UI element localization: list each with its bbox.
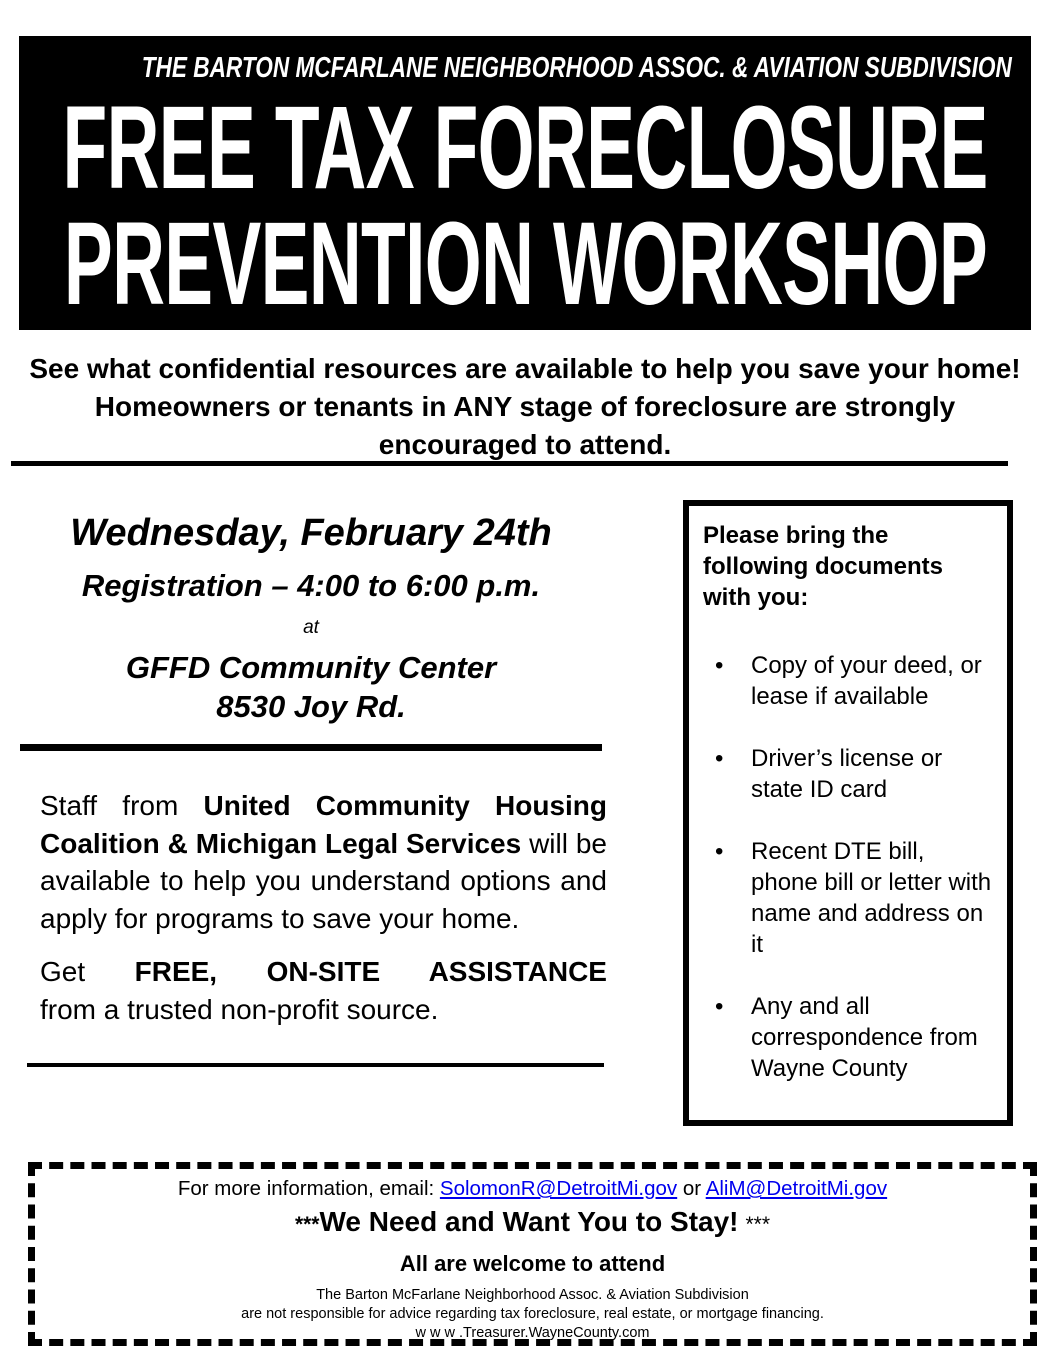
document-item bbox=[703, 991, 997, 1084]
document-item-text: Copy of your deed, or lease if available bbox=[751, 652, 982, 710]
intro-line-1: See what confidential resources are available to help you save your home! bbox=[29, 353, 1021, 384]
flyer-title-row-2 bbox=[19, 198, 1031, 330]
documents-list bbox=[703, 650, 997, 1084]
event-at-label: at bbox=[303, 617, 319, 638]
documents-box bbox=[683, 500, 1013, 1126]
document-item bbox=[703, 650, 997, 712]
disclaimer-line-1: The Barton McFarlane Neighborhood Assoc. & Aviation Subdivision bbox=[316, 1287, 749, 1303]
flyer-title-row-1 bbox=[19, 82, 1031, 214]
bullet-icon: • bbox=[715, 652, 724, 679]
document-item bbox=[703, 743, 997, 805]
org-name: THE BARTON MCFARLANE NEIGHBORHOOD ASSOC. & AVIATION SUBDIVISION bbox=[141, 52, 1012, 84]
intro-paragraph bbox=[0, 350, 1050, 464]
assistance-line-1 bbox=[40, 953, 607, 991]
staff-paragraph bbox=[40, 787, 607, 937]
slogan-stars-left: *** bbox=[294, 1213, 320, 1236]
bullet-icon: • bbox=[715, 993, 724, 1020]
org-names-bold: United Community Housing Coalition & Michigan Legal Services bbox=[40, 790, 607, 859]
event-date: Wednesday, February 24th bbox=[70, 512, 552, 554]
welcome-line: All are welcome to attend bbox=[399, 1251, 666, 1276]
document-item bbox=[703, 836, 997, 960]
assist-bold: FREE, ON-SITE ASSISTANCE bbox=[134, 956, 607, 987]
flyer-title-line1: FREE TAX FORECLOSURE bbox=[62, 82, 988, 214]
slogan-line bbox=[35, 1204, 1030, 1243]
event-details bbox=[20, 512, 602, 725]
slogan-text: We Need and Want You to Stay! bbox=[319, 1206, 739, 1237]
bullet-icon: • bbox=[715, 838, 724, 865]
event-address: 8530 Joy Rd. bbox=[216, 689, 406, 724]
email-link-ali[interactable]: AliM@DetroitMi.gov bbox=[705, 1177, 888, 1200]
divider-left-top bbox=[20, 744, 602, 751]
assistance-line-2: from a trusted non-profit source. bbox=[40, 993, 439, 1025]
disclaimer-line-2: are not responsible for advice regarding tax foreclosure, real estate, or mortgage financing. bbox=[241, 1306, 824, 1322]
contact-line bbox=[35, 1175, 1030, 1202]
staff-text-post: will be available to help you understand options and apply for programs to save your home. bbox=[40, 827, 607, 934]
slogan-stars-right: *** bbox=[745, 1213, 771, 1236]
intro-line-3: encouraged to attend. bbox=[378, 429, 672, 460]
flyer-title-line2: PREVENTION WORKSHOP bbox=[63, 198, 987, 330]
document-item-text: Any and all correspondence from Wayne County bbox=[751, 993, 978, 1082]
footer-contact-box bbox=[28, 1162, 1037, 1346]
event-venue: GFFD Community Center bbox=[125, 650, 497, 685]
contact-text-or: or bbox=[677, 1177, 706, 1200]
document-item-text: Driver’s license or state ID card bbox=[751, 745, 943, 803]
document-item-text: Recent DTE bill, phone bill or letter with name and address on it bbox=[751, 838, 992, 958]
header-banner bbox=[19, 36, 1031, 330]
intro-line-2: Homeowners or tenants in ANY stage of foreclosure are strongly bbox=[94, 391, 956, 422]
assist-text-pre: Get bbox=[40, 956, 135, 987]
documents-heading: Please bring the following documents with you: bbox=[703, 522, 943, 611]
bullet-icon: • bbox=[715, 745, 724, 772]
divider-top bbox=[11, 461, 1008, 466]
website-line: w w w .Treasurer.WayneCounty.com bbox=[415, 1325, 650, 1341]
divider-left-bottom bbox=[27, 1063, 604, 1067]
email-link-solomon[interactable]: SolomonR@DetroitMi.gov bbox=[439, 1177, 678, 1200]
assistance-paragraph bbox=[40, 953, 607, 1028]
contact-text-pre: For more information, email: bbox=[177, 1177, 440, 1200]
event-registration-time: Registration – 4:00 to 6:00 p.m. bbox=[81, 568, 541, 603]
staff-text-pre: Staff from bbox=[40, 790, 204, 821]
